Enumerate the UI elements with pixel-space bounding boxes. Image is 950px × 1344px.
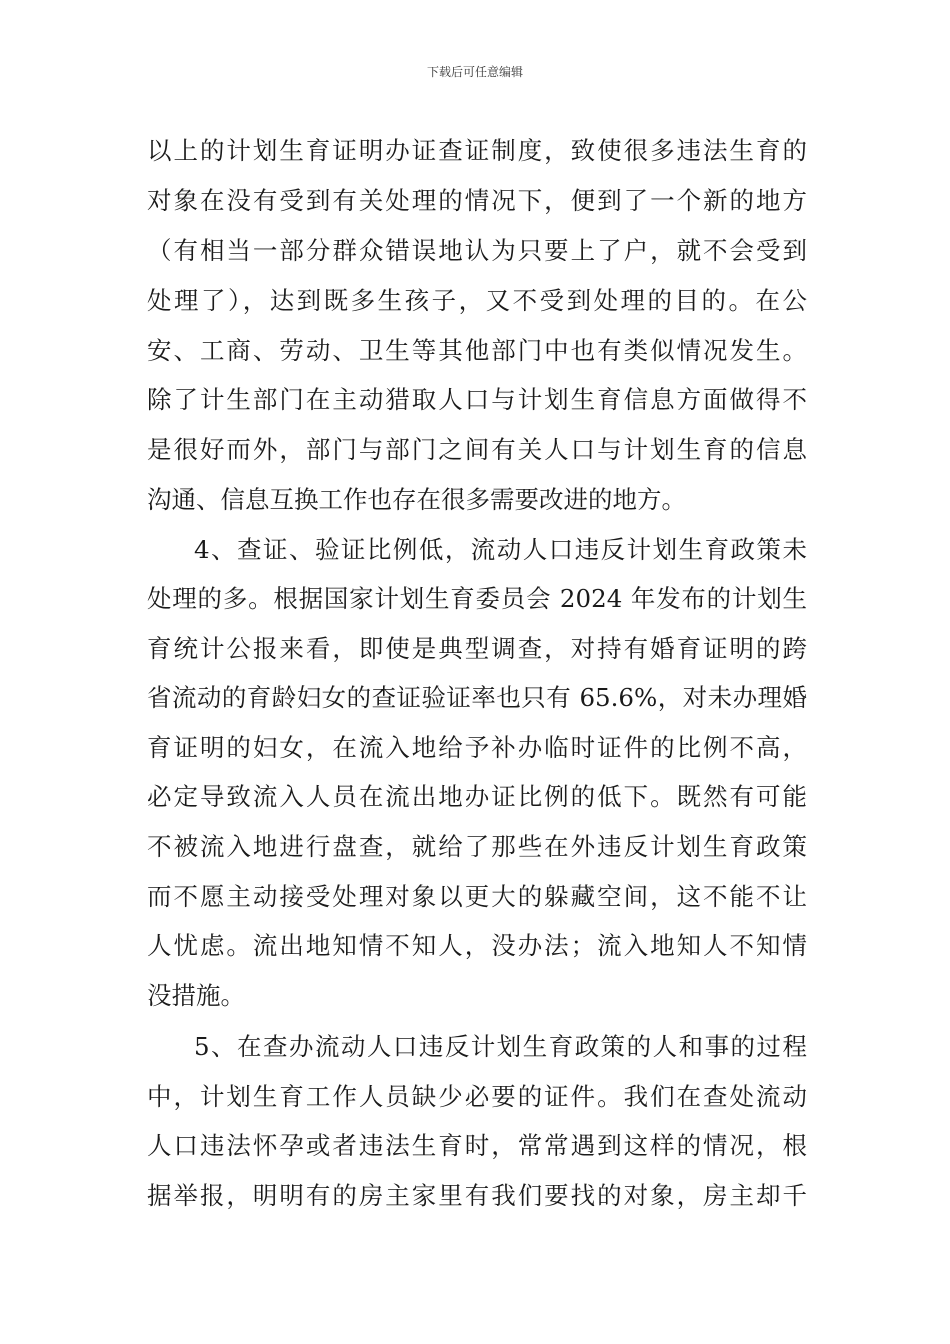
text-line: 安、工商、劳动、卫生等其他部门中也有类似情况发生。 bbox=[147, 336, 807, 365]
text-line: 是很好而外，部门与部门之间有关人口与计划生育的信息 bbox=[147, 435, 807, 464]
text-line: 以上的计划生育证明办证查证制度，致使很多违法生育的 bbox=[147, 136, 807, 165]
paragraph-first-line: 4、查证、验证比例低，流动人口违反计划生育政策未 bbox=[194, 535, 807, 564]
text-line: 除了计生部门在主动猎取人口与计划生育信息方面做得不 bbox=[147, 385, 807, 414]
text-line: 没措施。 bbox=[147, 981, 245, 1010]
text-line: 而不愿主动接受处理对象以更大的躲藏空间，这不能不让 bbox=[147, 882, 807, 911]
text-line: 人忧虑。流出地知情不知人，没办法；流入地知人不知情 bbox=[147, 931, 807, 960]
text-line: 处理的多。根据国家计划生育委员会 2024 年发布的计划生 bbox=[147, 584, 807, 613]
text-line: （有相当一部分群众错误地认为只要上了户，就不会受到 bbox=[147, 236, 807, 265]
paragraph-first-line: 5、在查办流动人口违反计划生育政策的人和事的过程 bbox=[194, 1032, 807, 1061]
text-line: 中，计划生育工作人员缺少必要的证件。我们在查处流动 bbox=[147, 1082, 807, 1111]
text-line: 处理了），达到既多生孩子，又不受到处理的目的。在公 bbox=[147, 286, 807, 315]
page-header: 下载后可任意编辑 bbox=[426, 65, 523, 79]
text-line: 对象在没有受到有关处理的情况下，便到了一个新的地方 bbox=[147, 186, 807, 215]
text-line: 省流动的育龄妇女的查证验证率也只有 65.6%，对未办理婚 bbox=[147, 683, 807, 712]
text-line: 据举报，明明有的房主家里有我们要找的对象，房主却千 bbox=[147, 1181, 807, 1210]
text-line: 育统计公报来看，即使是典型调查，对持有婚育证明的跨 bbox=[147, 634, 807, 663]
text-line: 育证明的妇女，在流入地给予补办临时证件的比例不高， bbox=[147, 733, 807, 762]
text-line: 沟通、信息互换工作也存在很多需要改进的地方。 bbox=[147, 485, 686, 514]
text-line: 不被流入地进行盘查，就给了那些在外违反计划生育政策 bbox=[147, 832, 807, 861]
text-line: 必定导致流入人员在流出地办证比例的低下。既然有可能 bbox=[147, 782, 807, 811]
text-line: 人口违法怀孕或者违法生育时，常常遇到这样的情况，根 bbox=[147, 1131, 807, 1160]
